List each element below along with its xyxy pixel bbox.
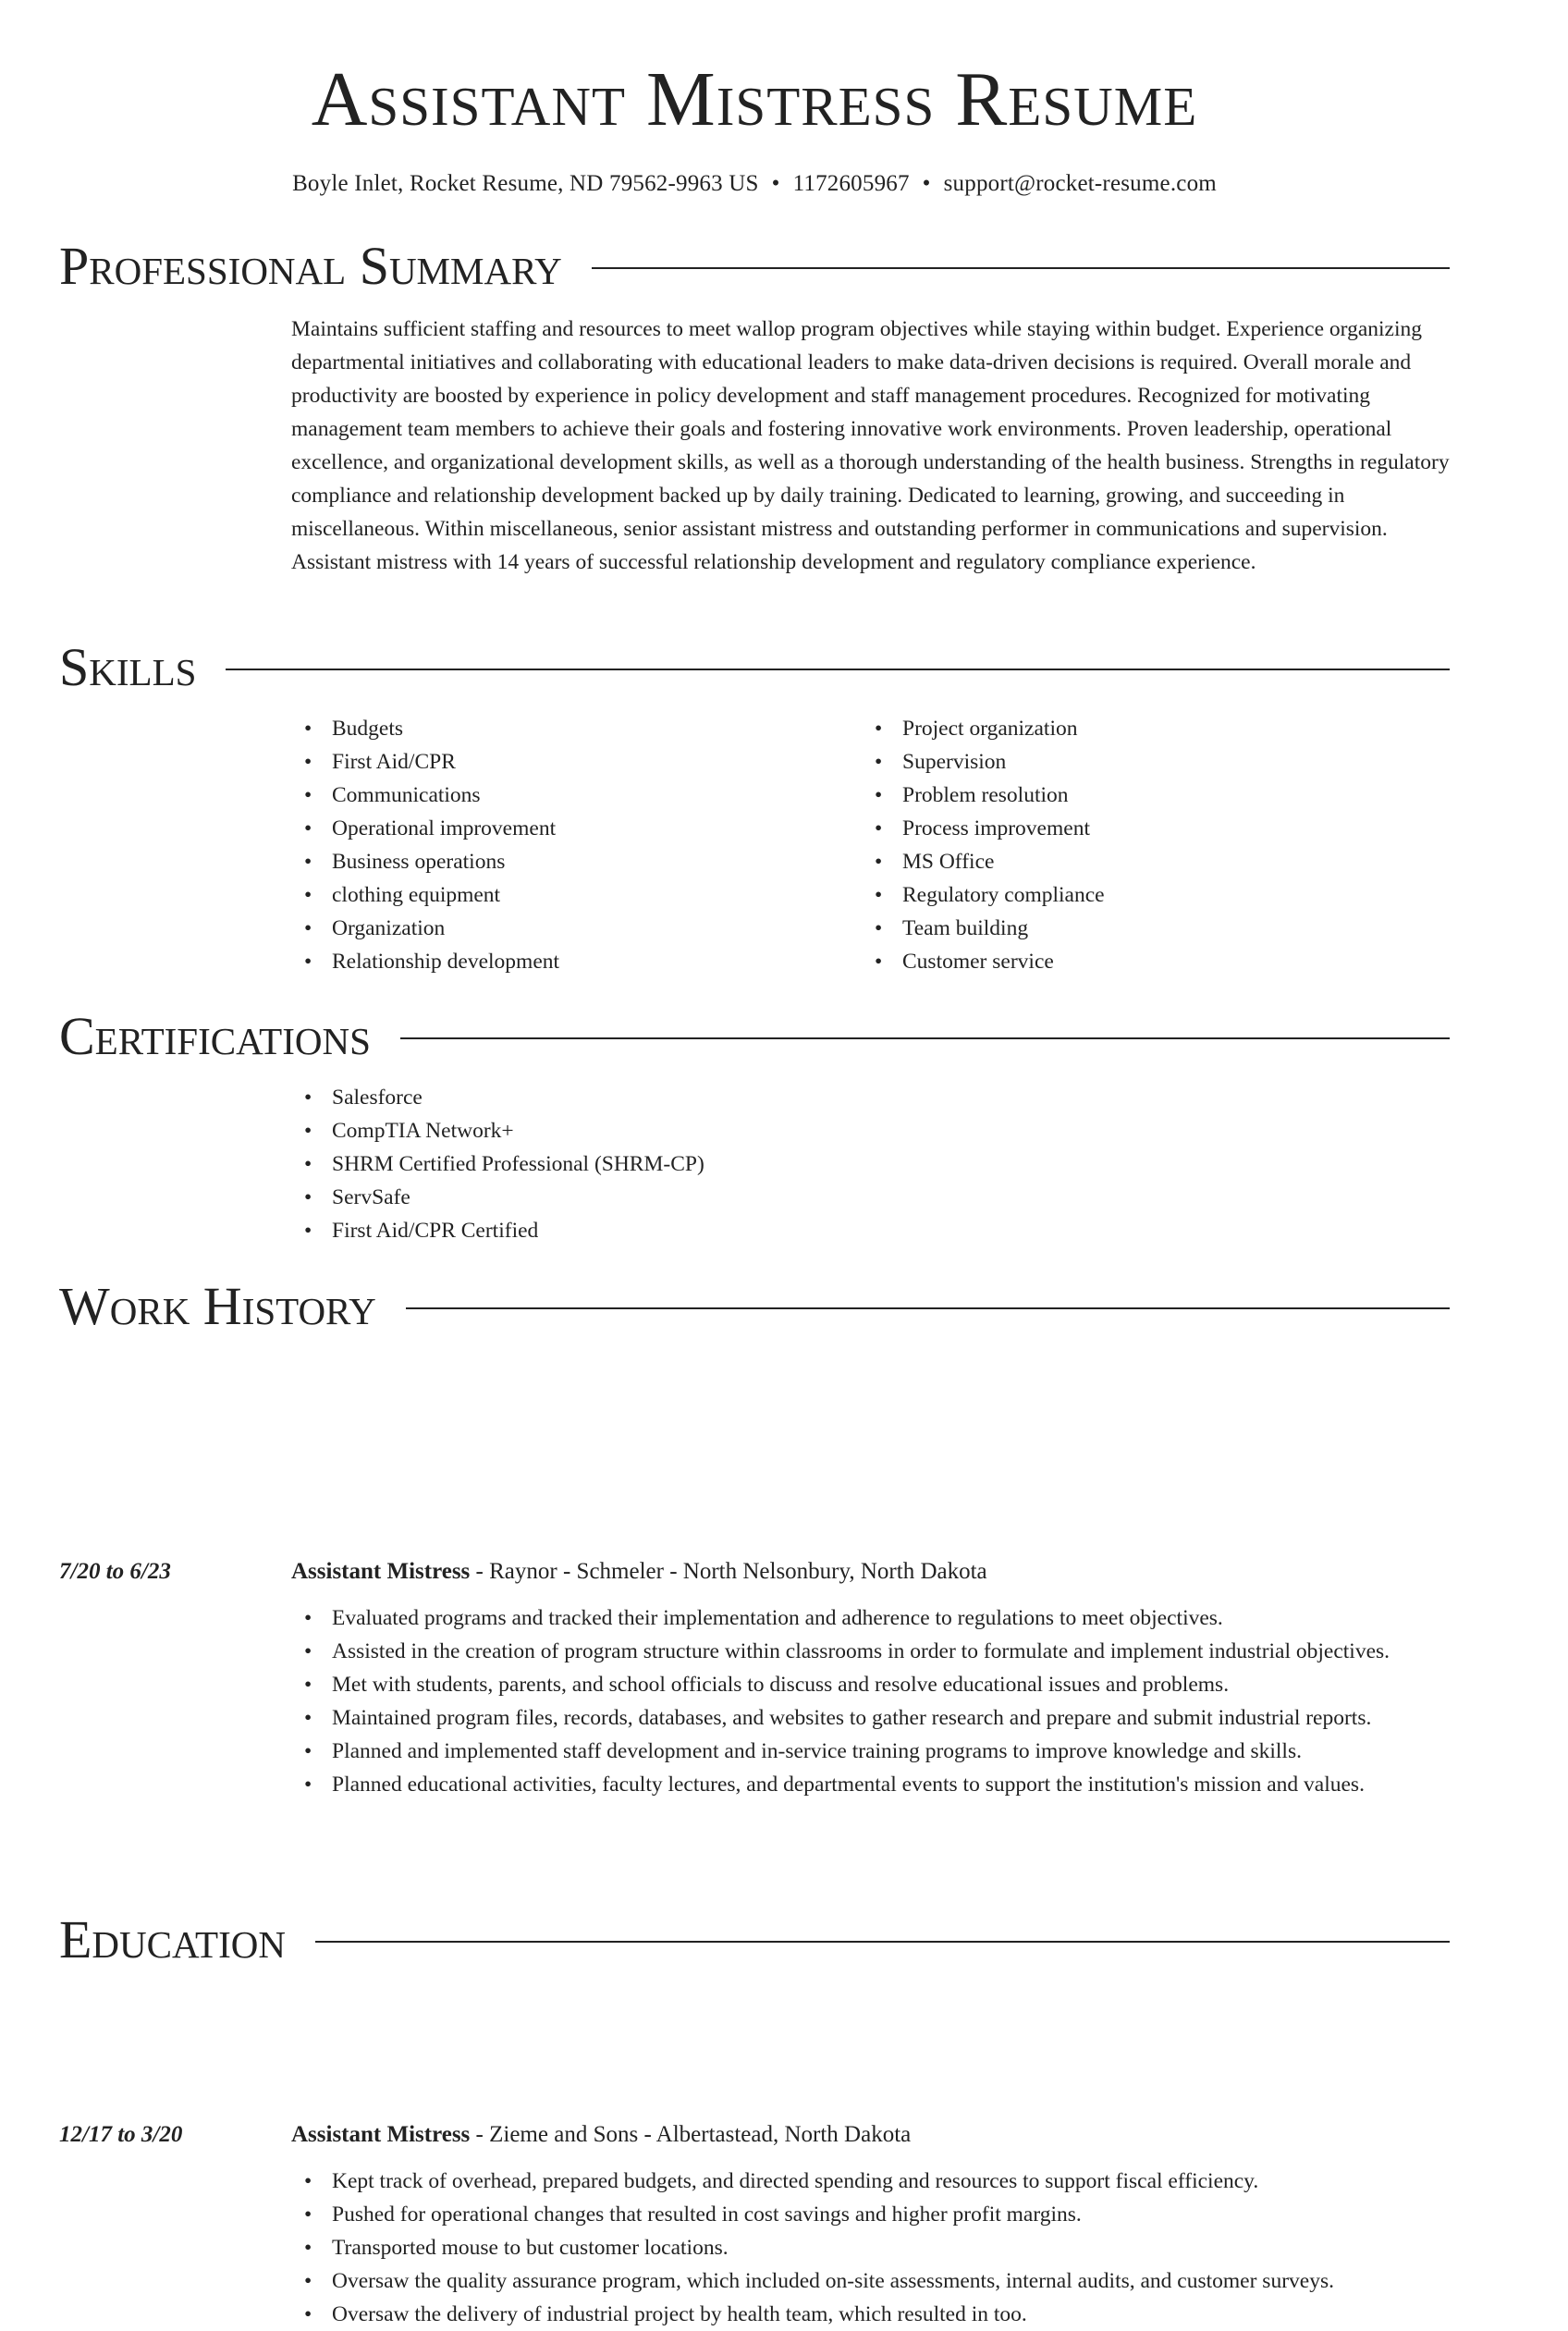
- certifications-list: [291, 1081, 1450, 1247]
- section-divider: [592, 267, 1450, 269]
- certification-item: • CompTIA Network+: [291, 1114, 1450, 1147]
- section-title-certifications: Certifications: [59, 1006, 371, 1066]
- section-title-work-history: Work History: [59, 1276, 376, 1336]
- job-title: Assistant Mistress: [291, 1559, 471, 1584]
- job-date: 12/17 to 3/20: [59, 2122, 183, 2147]
- job-duty: • Oversaw the delivery of industrial project by health team, which resulted in too.: [291, 2298, 1568, 2331]
- skill-item: • clothing equipment: [291, 878, 862, 912]
- job-duties: [291, 1590, 1568, 1801]
- job-duties-list: [291, 2165, 1568, 2331]
- section-divider: [400, 1037, 1450, 1039]
- section-divider: [406, 1307, 1450, 1309]
- skill-item: • Budgets: [291, 712, 862, 745]
- skill-item: • Regulatory compliance: [862, 878, 1432, 912]
- job-title: Assistant Mistress: [291, 2122, 471, 2147]
- skill-item: • Business operations: [291, 845, 862, 878]
- section-title-summary: Professional Summary: [59, 236, 562, 296]
- skills-section: [59, 638, 1450, 978]
- skills-grid: [291, 697, 1450, 978]
- certifications-section: [59, 1007, 1450, 1247]
- section-divider: [315, 1941, 1450, 1943]
- section-header: [59, 1910, 1450, 1969]
- skills-list-left: [291, 712, 862, 978]
- contact-phone: 1172605967: [792, 171, 910, 196]
- certification-item: • SHRM Certified Professional (SHRM-CP): [291, 1147, 1450, 1181]
- job-title-line: [291, 2116, 1568, 2153]
- skill-item: • First Aid/CPR: [291, 745, 862, 779]
- skill-item: • Team building: [862, 912, 1432, 945]
- job-date: 7/20 to 6/23: [59, 1559, 171, 1584]
- skill-item: • Organization: [291, 912, 862, 945]
- certification-item: • First Aid/CPR Certified: [291, 1214, 1450, 1247]
- job-duty: • Pushed for operational changes that resulted in cost savings and higher profit margins.: [291, 2198, 1568, 2231]
- skill-item: • Relationship development: [291, 945, 862, 978]
- skill-item: • Operational improvement: [291, 812, 862, 845]
- skill-item: • Supervision: [862, 745, 1432, 779]
- job-employer: - Raynor - Schmeler - North Nelsonbury, North Dakota: [470, 1559, 987, 1584]
- skills-list-right: [862, 712, 1432, 978]
- contact-address: Boyle Inlet, Rocket Resume, ND 79562-9963 US: [292, 171, 759, 196]
- section-header: [59, 1277, 1450, 1336]
- education-section: [59, 1910, 1450, 1969]
- section-title-skills: Skills: [59, 637, 197, 697]
- job-duty: • Oversaw the quality assurance program, which included on-site assessments, internal audits, and customer surveys.: [291, 2264, 1568, 2298]
- contact-email: support@rocket-resume.com: [943, 171, 1217, 196]
- skill-item: • Communications: [291, 779, 862, 812]
- skill-item: • MS Office: [862, 845, 1432, 878]
- certification-item: • Salesforce: [291, 1081, 1450, 1114]
- section-header: [59, 1007, 1450, 1066]
- contact-separator: •: [922, 171, 931, 196]
- section-title-education: Education: [59, 1909, 286, 1969]
- certification-item: • ServSafe: [291, 1181, 1450, 1214]
- job-duty: • Kept track of overhead, prepared budgets, and directed spending and resources to support fiscal efficiency.: [291, 2165, 1568, 2198]
- skill-item: • Project organization: [862, 712, 1432, 745]
- skill-item: • Customer service: [862, 945, 1432, 978]
- summary-text: Maintains sufficient staffing and resources to meet wallop program objectives while staying within budget. Experience organizing departmental initiatives and collaborating with educational leaders to make data-driven decisions is required. Overall morale and productivity are boosted by experience in policy development and staff management procedures. Recognized for motivating management team members to achieve their goals and fostering innovative work environments. Proven leadership, operational excellence, and organizational development skills, as well as a thorough understanding of the health business. Strengths in regulatory compliance and relationship development backed up by daily training. Dedicated to learning, growing, and succeeding in miscellaneous. Within miscellaneous, senior assistant mistress and outstanding performer in communications and supervision. Assistant mistress with 14 years of successful relationship development and regulatory compliance experience.: [291, 317, 1450, 574]
- job-duty: • Evaluated programs and tracked their implementation and adherence to regulations to meet objectives.: [291, 1601, 1568, 1635]
- job-entry: [59, 2116, 1568, 2331]
- section-header: [59, 638, 1450, 697]
- job-duty: • Assisted in the creation of program structure within classrooms in order to formulate and implement industrial objectives.: [291, 1635, 1568, 1668]
- certifications-content: [291, 1066, 1450, 1247]
- job-duty: • Maintained program files, records, databases, and websites to gather research and prepare and submit industrial reports.: [291, 1701, 1568, 1735]
- contact-separator: •: [771, 171, 780, 196]
- summary-section: [59, 237, 1450, 579]
- contact-line: [0, 168, 1509, 200]
- job-duty: • Met with students, parents, and school officials to discuss and resolve educational issues and problems.: [291, 1668, 1568, 1701]
- section-divider: [226, 669, 1450, 670]
- job-title-line: [291, 1553, 1568, 1590]
- job-duty: • Transported mouse to but customer locations.: [291, 2231, 1568, 2264]
- skill-item: • Problem resolution: [862, 779, 1432, 812]
- summary-content: [291, 296, 1450, 579]
- resume-name: Assistant Mistress Resume: [311, 56, 1198, 142]
- job-duty: • Planned educational activities, faculty lectures, and departmental events to support the institution's mission and values.: [291, 1768, 1568, 1801]
- job-duties: [291, 2153, 1568, 2331]
- work-history-section: [59, 1277, 1450, 1336]
- resume-header: [0, 0, 1509, 200]
- section-header: [59, 237, 1450, 296]
- job-duties-list: [291, 1601, 1568, 1801]
- job-entry: [59, 1553, 1568, 1801]
- skill-item: • Process improvement: [862, 812, 1432, 845]
- job-duty: • Planned and implemented staff development and in-service training programs to improve knowledge and skills.: [291, 1735, 1568, 1768]
- job-employer: - Zieme and Sons - Albertastead, North Dakota: [470, 2122, 912, 2147]
